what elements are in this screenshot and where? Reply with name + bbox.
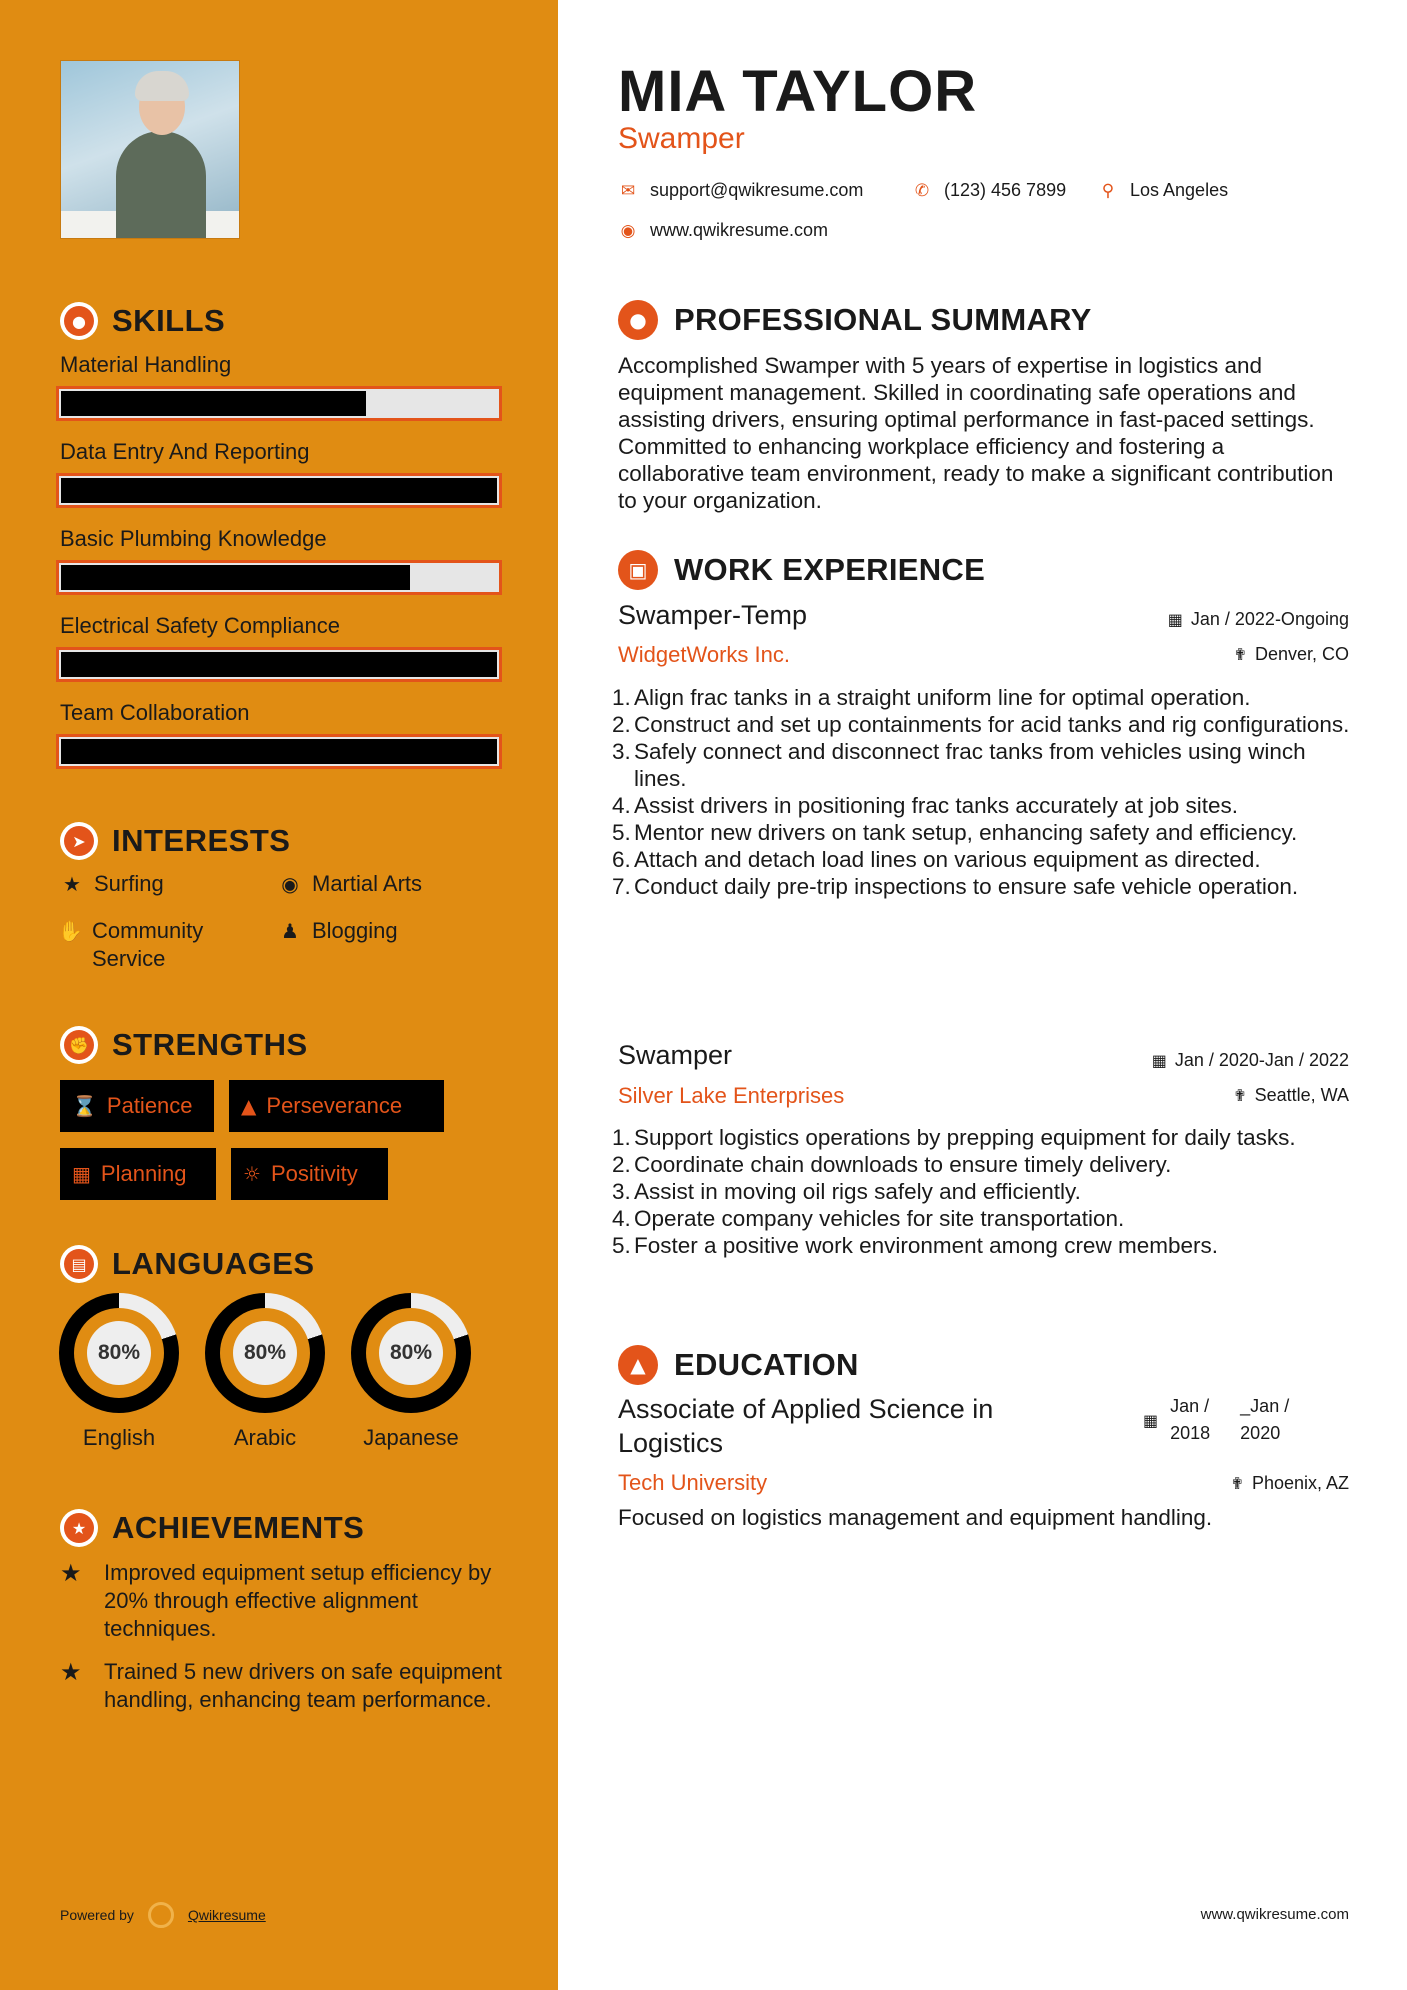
list-item: 2. Construct and set up containments for acid tanks and rig configurations. [612, 712, 1350, 737]
achievement-item: ★ Trained 5 new drivers on safe equipment handling, enhancing team performance. [60, 1658, 502, 1712]
sun-icon: ☼ [243, 1162, 261, 1186]
phone-icon: ✆ [914, 180, 930, 201]
star-icon: ★ [60, 1658, 82, 1686]
list-item: 1. Support logistics operations by prepping equipment for daily tasks. [612, 1125, 1296, 1150]
strength-badge: ⌛ Patience [60, 1080, 214, 1132]
globe-icon: ◉ [620, 220, 636, 241]
strength-badge: ▦ Planning [60, 1148, 216, 1200]
calendar-icon: ▦ [1151, 1051, 1167, 1070]
calendar-icon: ▦ [1167, 610, 1183, 629]
graduation-cap-icon: ▲ [618, 1345, 658, 1385]
job-duties [612, 684, 1352, 900]
contact-email[interactable]: ✉ support@qwikresume.com [618, 180, 863, 201]
powered-by: Powered by Qwikresume [60, 1902, 266, 1928]
education-dates: ▦ Jan / 2018 _Jan / 2020 [1143, 1393, 1289, 1447]
qwikresume-logo-icon [148, 1902, 174, 1928]
lightbulb-icon: ● [60, 302, 98, 340]
list-item: 4. Assist drivers in positioning frac tanks accurately at job sites. [612, 793, 1239, 818]
skill-bar [56, 560, 502, 595]
language-name: Arabic [233, 1425, 297, 1450]
list-item: 2. Coordinate chain downloads to ensure timely delivery. [612, 1152, 1172, 1177]
education-heading: ▲ EDUCATION [618, 1345, 859, 1385]
job-location: ✟ Seattle, WA [1233, 1085, 1349, 1105]
job-dates: ▦ Jan / 2020-Jan / 2022 [1151, 1050, 1349, 1070]
list-item: 6. Attach and detach load lines on various equipment as directed. [612, 847, 1261, 872]
users-icon: ♟ [281, 919, 299, 943]
strengths-heading: ✊ STRENGTHS [60, 1026, 308, 1064]
language-name: English [82, 1425, 156, 1450]
list-item: 5. Mentor new drivers on tank setup, enhancing safety and efficiency. [612, 820, 1298, 845]
skill-bar [56, 647, 502, 682]
languages-heading: ▤ LANGUAGES [60, 1245, 315, 1283]
skill-name: Electrical Safety Compliance [60, 613, 341, 638]
skill-bar [56, 734, 502, 769]
interest-item: ♟ Blogging [278, 917, 398, 945]
language-item [59, 1293, 179, 1451]
strength-badge: ☼ Positivity [231, 1148, 388, 1200]
interest-item: ◉ Martial Arts [278, 870, 422, 898]
calendar-icon: ▦ [1143, 1411, 1159, 1430]
job-dates: ▦ Jan / 2022-Ongoing [1167, 609, 1349, 629]
list-item: 5. Foster a positive work environment among crew members. [612, 1233, 1218, 1258]
profile-photo [60, 60, 240, 239]
summary-text: Accomplished Swamper with 5 years of expertise in logistics and equipment management. Skilled in coordinating safe operations and assisting drivers, ensuring optimal performance in fast-paced settings. Committed to enhancing workplace efficiency and fostering a collaborative team environment, ready to make a significant contribution to your organization. [618, 353, 1334, 513]
skill-name: Basic Plumbing Knowledge [60, 526, 327, 551]
brand-link[interactable]: Qwikresume [187, 1907, 266, 1923]
job-company: WidgetWorks Inc. [618, 642, 790, 667]
skill-bar-fill [61, 652, 497, 677]
interests-heading: ➤ INTERESTS [60, 822, 290, 860]
skill-bar-fill [61, 478, 497, 503]
skill-bar-fill [61, 565, 410, 590]
user-icon: ● [618, 300, 658, 340]
contact-location: ⚲ Los Angeles [1098, 180, 1228, 201]
road-icon: ▲ [241, 1094, 257, 1118]
language-item [205, 1293, 325, 1451]
calendar-icon: ▦ [72, 1162, 91, 1186]
skill-bar [56, 386, 502, 421]
footer-url[interactable]: www.qwikresume.com [1200, 1906, 1349, 1923]
hand-icon: ✋ [58, 919, 83, 943]
skill-name: Data Entry And Reporting [60, 439, 310, 464]
fist-icon: ✊ [60, 1026, 98, 1064]
candidate-name: MIA TAYLOR [618, 59, 978, 124]
job-duties [612, 1124, 1352, 1259]
education-description: Focused on logistics management and equipment handling. [618, 1505, 1213, 1530]
skills-heading: ● SKILLS [60, 302, 225, 340]
globe-icon: ◉ [281, 872, 299, 896]
map-pin-icon: ⚲ [1101, 180, 1115, 201]
language-percent: 80% [87, 1321, 151, 1385]
star-icon: ★ [60, 1559, 82, 1587]
interest-item: ★ Surfing [60, 870, 164, 898]
interest-item: ✋ Community Service [58, 918, 204, 971]
language-name: Japanese [363, 1425, 459, 1450]
language-progress-ring [205, 1293, 325, 1413]
skill-name: Team Collaboration [60, 700, 250, 725]
skill-bar-fill [61, 391, 366, 416]
envelope-icon: ✉ [620, 180, 636, 201]
language-item [351, 1293, 471, 1451]
job-company: Silver Lake Enterprises [618, 1083, 845, 1108]
pushpin-icon: ✟ [1230, 1474, 1244, 1493]
list-item: 7. Conduct daily pre-trip inspections to ensure safe vehicle operation. [612, 874, 1299, 899]
language-percent: 80% [379, 1321, 443, 1385]
language-percent: 80% [233, 1321, 297, 1385]
degree-title: Associate of Applied Science in Logistics [618, 1394, 994, 1458]
list-item: 4. Operate company vehicles for site transportation. [612, 1206, 1125, 1231]
candidate-role: Swamper [618, 122, 745, 155]
sidebar [0, 0, 558, 1990]
list-item: 3. Assist in moving oil rigs safely and efficiently. [612, 1179, 1081, 1204]
experience-heading: ▣ WORK EXPERIENCE [618, 550, 985, 590]
job-title: Swamper-Temp [618, 600, 808, 630]
skill-name: Material Handling [60, 352, 232, 377]
achievements-heading: ★ ACHIEVEMENTS [60, 1509, 364, 1547]
list-item: 1. Align frac tanks in a straight uniform line for optimal operation. [612, 685, 1251, 710]
hourglass-icon: ⌛ [72, 1094, 97, 1118]
medal-icon: ★ [60, 1509, 98, 1547]
pushpin-icon: ✟ [1233, 1086, 1247, 1105]
school-location: ✟ Phoenix, AZ [1230, 1473, 1349, 1493]
contact-website[interactable]: ◉ www.qwikresume.com [618, 220, 828, 241]
job-title: Swamper [618, 1040, 733, 1070]
language-icon: ▤ [60, 1245, 98, 1283]
list-item: 3. Safely connect and disconnect frac tanks from vehicles using winch lines. [612, 739, 1306, 791]
skill-bar-fill [61, 739, 497, 764]
summary-heading: ● PROFESSIONAL SUMMARY [618, 300, 1092, 340]
contact-phone[interactable]: ✆ (123) 456 7899 [912, 180, 1066, 201]
pushpin-icon: ✟ [1233, 645, 1247, 664]
strength-badge: ▲ Perseverance [229, 1080, 444, 1132]
achievement-item: ★ Improved equipment setup efficiency by 20% through effective alignment techniques. [60, 1559, 492, 1641]
language-progress-ring [59, 1293, 179, 1413]
star-icon: ★ [63, 872, 81, 896]
briefcase-icon: ▣ [618, 550, 658, 590]
skill-bar [56, 473, 502, 508]
job-location: ✟ Denver, CO [1233, 644, 1349, 664]
school-name: Tech University [618, 1470, 768, 1495]
paper-plane-icon: ➤ [60, 822, 98, 860]
language-progress-ring [351, 1293, 471, 1413]
